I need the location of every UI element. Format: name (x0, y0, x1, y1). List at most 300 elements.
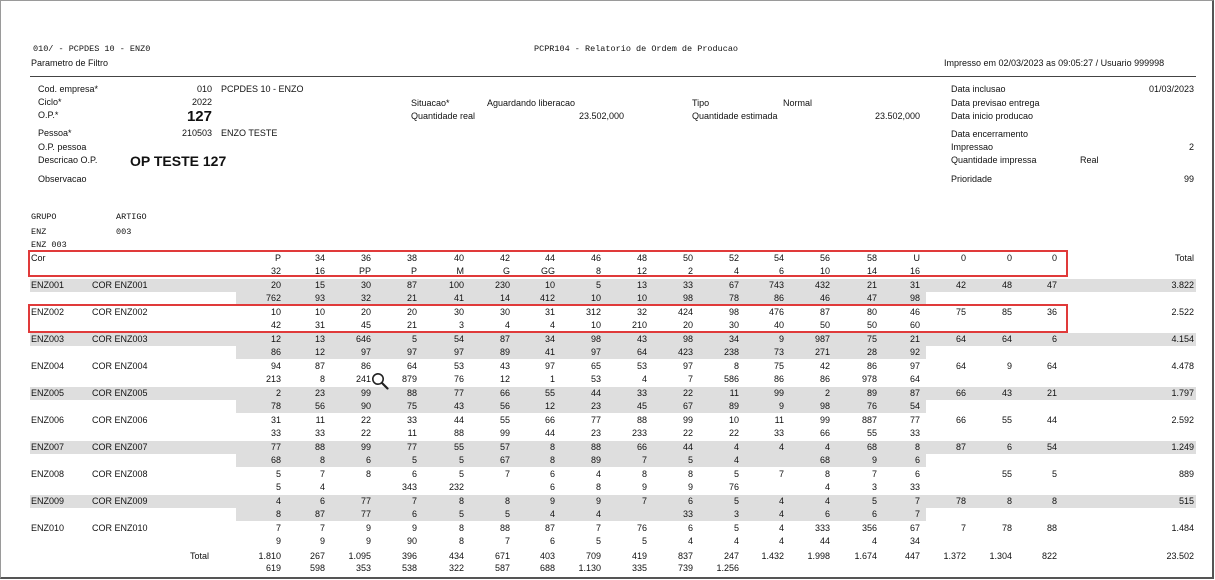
row-top-cell: 432 (814, 280, 830, 290)
row-top-cell: 6 (1006, 442, 1012, 452)
prioridade-value: 99 (1183, 174, 1194, 184)
row-bottom-cell: 73 (773, 347, 784, 357)
row-bottom-cell: 762 (265, 293, 281, 303)
qtd-estimada-label: Quantidade estimada (692, 111, 778, 121)
size-header-top-cell: 40 (453, 253, 464, 263)
row-top-cell: 78 (1001, 523, 1012, 533)
row-bottom-cell: 97 (590, 347, 601, 357)
row-top-cell: 646 (355, 334, 371, 344)
row-bottom-cell: 44 (544, 428, 555, 438)
row-top-cell: 8 (504, 496, 510, 506)
row-top-cell: 86 (866, 361, 877, 371)
row-top-cell: 77 (406, 442, 417, 452)
row-bottom-cell: 5 (411, 455, 417, 465)
row-bottom-cell: 31 (314, 320, 325, 330)
row-color-name: COR ENZ009 (92, 496, 148, 506)
row-bottom-cell: 5 (595, 536, 601, 546)
grand-total-bottom-cell: 739 (677, 563, 693, 573)
row-color-name: COR ENZ007 (92, 442, 148, 452)
highlight-size-header (28, 250, 1068, 277)
row-bottom-cell: 8 (458, 536, 464, 546)
row-bottom-cell: 4 (319, 482, 325, 492)
row-top-cell: 5 (733, 496, 739, 506)
row-bottom-cell: 75 (406, 401, 417, 411)
ciclo-label: Ciclo* (38, 97, 62, 107)
row-bottom-cell: 7 (914, 509, 920, 519)
qtd-impressa-value: Real (1080, 155, 1099, 165)
size-header-top-cell: 0 (1051, 253, 1057, 263)
grand-total-bottom-cell: 353 (355, 563, 371, 573)
row-bottom-cell: 56 (314, 401, 325, 411)
size-header-bottom-cell: 4 (733, 266, 739, 276)
header-divider (30, 76, 1196, 77)
grand-total-bottom-cell: 587 (494, 563, 510, 573)
row-top-cell: 46 (909, 307, 920, 317)
row-top-cell: 8 (458, 523, 464, 533)
row-top-cell: 31 (270, 415, 281, 425)
row-top-cell: 2 (824, 388, 830, 398)
row-bottom-cell: 21 (406, 320, 417, 330)
row-top-cell: 55 (499, 415, 510, 425)
row-top-cell: 42 (955, 280, 966, 290)
row-bottom-cell: 41 (453, 293, 464, 303)
row-top-cell: 4 (733, 442, 739, 452)
size-header-top-cell: 0 (1006, 253, 1012, 263)
grand-total-top-cell: 1.372 (943, 551, 966, 561)
size-header-top-cell: 54 (773, 253, 784, 263)
size-header-top-cell: 38 (406, 253, 417, 263)
row-top-cell: 6 (549, 469, 555, 479)
row-top-cell: 7 (914, 496, 920, 506)
row-top-cell: 97 (682, 361, 693, 371)
row-bottom-cell: 3 (871, 482, 877, 492)
cor-header-label: Cor (31, 253, 46, 263)
report-title: PCPR104 - Relatorio de Ordem de Producao (534, 44, 739, 54)
tipo-label: Tipo (692, 98, 710, 108)
row-bottom-cell: 28 (866, 347, 877, 357)
row-bottom-cell: 97 (453, 347, 464, 357)
row-top-cell: 88 (499, 523, 510, 533)
data-previsao-label: Data previsao entrega (951, 98, 1040, 108)
row-color-code: ENZ006 (31, 415, 65, 425)
grand-total-label: Total (190, 551, 210, 561)
row-color-name: COR ENZ002 (92, 307, 148, 317)
row-top-cell: 86 (360, 361, 371, 371)
row-top-cell: 53 (636, 361, 647, 371)
situacao-value: Aguardando liberacao (487, 98, 576, 108)
cod-empresa-value: 010 (196, 84, 212, 94)
row-top-cell: 55 (1001, 415, 1012, 425)
size-header-top-cell: 48 (636, 253, 647, 263)
row-color-code: ENZ005 (31, 388, 65, 398)
row-top-cell: 21 (866, 280, 877, 290)
situacao-label: Situacao* (411, 98, 450, 108)
row-top-cell: 8 (824, 469, 830, 479)
row-top-cell: 75 (955, 307, 966, 317)
cod-empresa-desc: PCPDES 10 - ENZO (221, 84, 304, 94)
row-top-cell: 8 (1051, 496, 1057, 506)
row-top-cell: 2 (275, 388, 281, 398)
size-header-top-cell: 0 (960, 253, 966, 263)
grand-total-top-cell: 822 (1041, 551, 1057, 561)
row-top-cell: 13 (636, 280, 647, 290)
row-bottom-cell: 33 (314, 428, 325, 438)
row-top-cell: 9 (549, 496, 555, 506)
row-bottom-cell: 12 (499, 374, 510, 384)
row-bottom-cell: 6 (365, 455, 371, 465)
row-top-cell: 4 (778, 523, 784, 533)
row-bottom-cell: 5 (504, 509, 510, 519)
row-top-cell: 10 (270, 307, 281, 317)
size-header-bottom-cell: 16 (909, 266, 920, 276)
size-header-top-cell: 36 (360, 253, 371, 263)
row-top-cell: 5 (275, 469, 281, 479)
row-top-cell: 65 (590, 361, 601, 371)
row-bottom-cell: 55 (866, 428, 877, 438)
row-bottom-cell: 23 (590, 401, 601, 411)
row-top-cell: 4 (824, 442, 830, 452)
row-top-cell: 66 (955, 388, 966, 398)
grand-total-bottom-cell: 322 (448, 563, 464, 573)
row-bottom-cell: 6 (549, 482, 555, 492)
row-bottom-cell: 4 (549, 509, 555, 519)
grand-total-top-cell: 434 (448, 551, 464, 561)
row-bottom-cell: 98 (682, 293, 693, 303)
row-bottom-cell: 98 (819, 401, 830, 411)
size-header-top-cell: 52 (728, 253, 739, 263)
row-color-code: ENZ004 (31, 361, 65, 371)
row-bottom-cell: 89 (499, 347, 510, 357)
row-bottom-cell: 4 (871, 536, 877, 546)
row-bottom-cell: 978 (861, 374, 877, 384)
size-header-bottom-cell: M (456, 266, 464, 276)
row-top-cell: 87 (909, 388, 920, 398)
row-bottom-cell: 86 (270, 347, 281, 357)
row-shade-band (30, 495, 1196, 508)
row-top-cell: 99 (682, 415, 693, 425)
row-color-name: COR ENZ003 (92, 334, 148, 344)
row-top-cell: 7 (778, 469, 784, 479)
row-bottom-cell: 54 (909, 401, 920, 411)
grand-total-top-cell: 247 (723, 551, 739, 561)
size-header-bottom-cell: 12 (636, 266, 647, 276)
row-top-cell: 43 (499, 361, 510, 371)
row-bottom-cell: 4 (778, 509, 784, 519)
size-header-bottom-cell: P (410, 266, 417, 276)
printed-info: Impresso em 02/03/2023 as 09:05:27 / Usuario 999998 (944, 58, 1165, 68)
row-top-cell: 64 (955, 361, 966, 371)
row-bottom-cell: 210 (631, 320, 647, 330)
row-top-cell: 64 (406, 361, 417, 371)
row-top-cell: 43 (636, 334, 647, 344)
row-top-cell: 8 (458, 496, 464, 506)
row-color-name: COR ENZ004 (92, 361, 148, 371)
grand-total-top-cell: 1.674 (854, 551, 877, 561)
row-bottom-cell: 423 (677, 347, 693, 357)
row-bottom-cell: 92 (909, 347, 920, 357)
row-bottom-cell: 40 (773, 320, 784, 330)
observacao-label: Observacao (38, 174, 87, 184)
row-top-cell: 8 (549, 442, 555, 452)
data-inclusao-value: 01/03/2023 (1148, 84, 1194, 94)
company-code-line: 010/ - PCPDES 10 - ENZ0 (33, 44, 151, 54)
grand-total-bottom-cell: 335 (631, 563, 647, 573)
row-top-cell: 887 (861, 415, 877, 425)
row-bottom-cell: 9 (275, 536, 281, 546)
row-bottom-cell: 33 (909, 482, 920, 492)
row-bottom-cell: 9 (319, 536, 325, 546)
row-bottom-cell: 50 (866, 320, 877, 330)
row-top-cell: 87 (406, 280, 417, 290)
zoom-cursor-icon (371, 372, 389, 390)
row-top-cell: 66 (544, 415, 555, 425)
row-bottom-cell: 8 (319, 455, 325, 465)
row-top-cell: 48 (1001, 280, 1012, 290)
row-top-cell: 64 (1046, 361, 1057, 371)
row-top-cell: 55 (1001, 469, 1012, 479)
pessoa-desc: ENZO TESTE (221, 128, 278, 138)
row-top-cell: 64 (1001, 334, 1012, 344)
row-shade-band (30, 387, 1196, 400)
row-top-cell: 7 (960, 523, 966, 533)
row-top-cell: 54 (1046, 442, 1057, 452)
op-pessoa-label: O.P. pessoa (38, 142, 87, 152)
row-bottom-cell: 20 (682, 320, 693, 330)
row-bottom-cell: 22 (682, 428, 693, 438)
row-bottom-cell: 343 (401, 482, 417, 492)
size-header-top-cell: 34 (314, 253, 325, 263)
row-top-cell: 424 (677, 307, 693, 317)
row-bottom-cell: 238 (723, 347, 739, 357)
row-bottom-cell: 78 (728, 293, 739, 303)
row-color-name: COR ENZ010 (92, 523, 148, 533)
row-top-cell: 6 (687, 523, 693, 533)
row-top-cell: 8 (365, 469, 371, 479)
row-top-cell: 88 (1046, 523, 1057, 533)
row-color-code: ENZ010 (31, 523, 65, 533)
row-bottom-cell: 32 (360, 293, 371, 303)
row-shade-band (30, 441, 1196, 454)
row-top-cell: 54 (453, 334, 464, 344)
row-top-cell: 34 (728, 334, 739, 344)
row-bottom-cell: 9 (871, 455, 877, 465)
row-top-cell: 66 (636, 442, 647, 452)
row-top-cell: 66 (499, 388, 510, 398)
row-top-cell: 10 (728, 415, 739, 425)
row-top-cell: 9 (1006, 361, 1012, 371)
grand-total-top-cell: 419 (631, 551, 647, 561)
row-color-code: ENZ008 (31, 469, 65, 479)
data-inclusao-label: Data inclusao (951, 84, 1006, 94)
row-bottom-cell: 86 (773, 374, 784, 384)
row-bottom-cell: 14 (499, 293, 510, 303)
row-bottom-cell: 93 (314, 293, 325, 303)
grand-total-top-cell: 1.432 (761, 551, 784, 561)
grand-total-bottom-cell: 1.256 (716, 563, 739, 573)
row-shade-band (30, 279, 1196, 292)
grand-total-top-cell: 1.095 (348, 551, 371, 561)
grupo-label: GRUPO (31, 212, 57, 222)
row-bottom-cell: 33 (773, 428, 784, 438)
row-total: 1.249 (1171, 442, 1194, 452)
row-top-cell: 75 (866, 334, 877, 344)
highlight-enz002-row (28, 304, 1068, 333)
row-top-cell: 97 (544, 361, 555, 371)
row-total: 1.797 (1171, 388, 1194, 398)
row-bottom-cell: 6 (824, 509, 830, 519)
row-top-cell: 7 (595, 523, 601, 533)
row-bottom-cell: 5 (275, 482, 281, 492)
row-top-cell: 4 (778, 442, 784, 452)
descricao-label: Descricao O.P. (38, 155, 98, 165)
row-top-cell: 6 (914, 469, 920, 479)
row-top-cell: 7 (411, 496, 417, 506)
row-bottom-cell: 30 (728, 320, 739, 330)
row-bottom-cell: 64 (909, 374, 920, 384)
row-total: 515 (1178, 496, 1194, 506)
row-bottom-cell: 4 (641, 374, 647, 384)
row-bottom-cell: 213 (265, 374, 281, 384)
row-top-cell: 55 (544, 388, 555, 398)
row-bottom-cell: 56 (499, 401, 510, 411)
row-top-cell: 987 (814, 334, 830, 344)
row-top-cell: 10 (544, 280, 555, 290)
row-color-name: COR ENZ006 (92, 415, 148, 425)
row-top-cell: 9 (778, 334, 784, 344)
row-top-cell: 43 (1001, 388, 1012, 398)
row-top-cell: 30 (453, 307, 464, 317)
descricao-value: OP TESTE 127 (130, 153, 227, 169)
grand-total-top-cell: 267 (309, 551, 325, 561)
prioridade-label: Prioridade (951, 174, 993, 184)
row-bottom-cell: 90 (360, 401, 371, 411)
row-bottom-cell: 90 (406, 536, 417, 546)
row-bottom-cell: 44 (819, 536, 830, 546)
row-top-cell: 7 (871, 469, 877, 479)
row-bottom-cell: 5 (641, 536, 647, 546)
row-top-cell: 32 (636, 307, 647, 317)
row-bottom-cell: 8 (275, 509, 281, 519)
size-header-bottom-cell: 6 (778, 266, 784, 276)
row-top-cell: 75 (773, 361, 784, 371)
row-top-cell: 87 (499, 334, 510, 344)
row-bottom-cell: 67 (682, 401, 693, 411)
pessoa-value: 210503 (181, 128, 212, 138)
row-top-cell: 5 (733, 523, 739, 533)
row-bottom-cell: 241 (355, 374, 371, 384)
row-top-cell: 78 (955, 496, 966, 506)
size-header-bottom-cell: 10 (819, 266, 830, 276)
row-bottom-cell: 33 (682, 509, 693, 519)
row-top-cell: 10 (314, 307, 325, 317)
row-shade-band (30, 333, 1196, 346)
size-header-bottom-cell: 2 (687, 266, 693, 276)
row-top-cell: 20 (270, 280, 281, 290)
row-top-cell: 64 (955, 334, 966, 344)
row-top-cell: 67 (728, 280, 739, 290)
total-header-label: Total (1174, 253, 1194, 263)
row-bottom-cell: 3 (458, 320, 464, 330)
row-top-cell: 80 (866, 307, 877, 317)
row-bottom-cell: 5 (458, 455, 464, 465)
row-top-cell: 34 (544, 334, 555, 344)
row-bottom-cell: 89 (728, 401, 739, 411)
row-bottom-cell: 87 (314, 509, 325, 519)
grand-total-bottom-cell: 538 (401, 563, 417, 573)
row-bottom-cell: 9 (641, 482, 647, 492)
row-top-cell: 33 (406, 415, 417, 425)
row-bottom-cell: 412 (539, 293, 555, 303)
size-header-bottom-cell: 32 (270, 266, 281, 276)
row-bottom-cell: 12 (544, 401, 555, 411)
row-bottom-cell: 97 (360, 347, 371, 357)
row-bottom-cell: 86 (773, 293, 784, 303)
grand-total-top-cell: 1.998 (807, 551, 830, 561)
row-top-cell: 44 (682, 442, 693, 452)
row-top-cell: 11 (774, 415, 784, 425)
row-bottom-cell: 4 (733, 455, 739, 465)
row-bottom-cell: 89 (590, 455, 601, 465)
row-top-cell: 9 (595, 496, 601, 506)
row-top-cell: 98 (682, 334, 693, 344)
row-top-cell: 33 (682, 280, 693, 290)
size-header-top-cell: U (913, 253, 920, 263)
grand-total-bottom-cell: 598 (309, 563, 325, 573)
row-top-cell: 7 (319, 469, 325, 479)
row-bottom-cell: 41 (544, 347, 555, 357)
grand-total-top-cell: 447 (904, 551, 920, 561)
row-top-cell: 99 (360, 388, 371, 398)
row-top-cell: 44 (590, 388, 601, 398)
row-top-cell: 98 (728, 307, 739, 317)
row-bottom-cell: 86 (819, 374, 830, 384)
size-header-top-cell: 44 (544, 253, 555, 263)
row-bottom-cell: 3 (733, 509, 739, 519)
row-top-cell: 356 (861, 523, 877, 533)
row-top-cell: 7 (319, 523, 325, 533)
size-header-bottom-cell: G (502, 266, 510, 276)
row-top-cell: 36 (1046, 307, 1057, 317)
row-top-cell: 5 (1051, 469, 1057, 479)
row-top-cell: 66 (955, 415, 966, 425)
row-bottom-cell: 66 (819, 428, 830, 438)
row-bottom-cell: 76 (453, 374, 464, 384)
row-bottom-cell: 99 (499, 428, 510, 438)
op-value: 127 (186, 108, 212, 125)
row-top-cell: 6 (319, 496, 325, 506)
row-bottom-cell: 8 (549, 455, 555, 465)
qtd-impressa-label: Quantidade impressa (951, 155, 1037, 165)
grand-total-top-cell: 396 (401, 551, 417, 561)
row-top-cell: 8 (641, 469, 647, 479)
row-bottom-cell: 6 (549, 536, 555, 546)
row-top-cell: 4 (595, 469, 601, 479)
row-color-code: ENZ003 (31, 334, 65, 344)
row-top-cell: 20 (406, 307, 417, 317)
row-top-cell: 5 (411, 334, 417, 344)
row-top-cell: 6 (411, 469, 417, 479)
row-top-cell: 31 (544, 307, 555, 317)
row-bottom-cell: 4 (687, 536, 693, 546)
row-total: 1.484 (1171, 523, 1194, 533)
row-bottom-cell: 22 (360, 428, 371, 438)
row-bottom-cell: 586 (723, 374, 739, 384)
row-bottom-cell: 23 (590, 428, 601, 438)
row-bottom-cell: 6 (871, 509, 877, 519)
row-top-cell: 99 (819, 415, 830, 425)
row-bottom-cell: 45 (636, 401, 647, 411)
row-bottom-cell: 98 (909, 293, 920, 303)
